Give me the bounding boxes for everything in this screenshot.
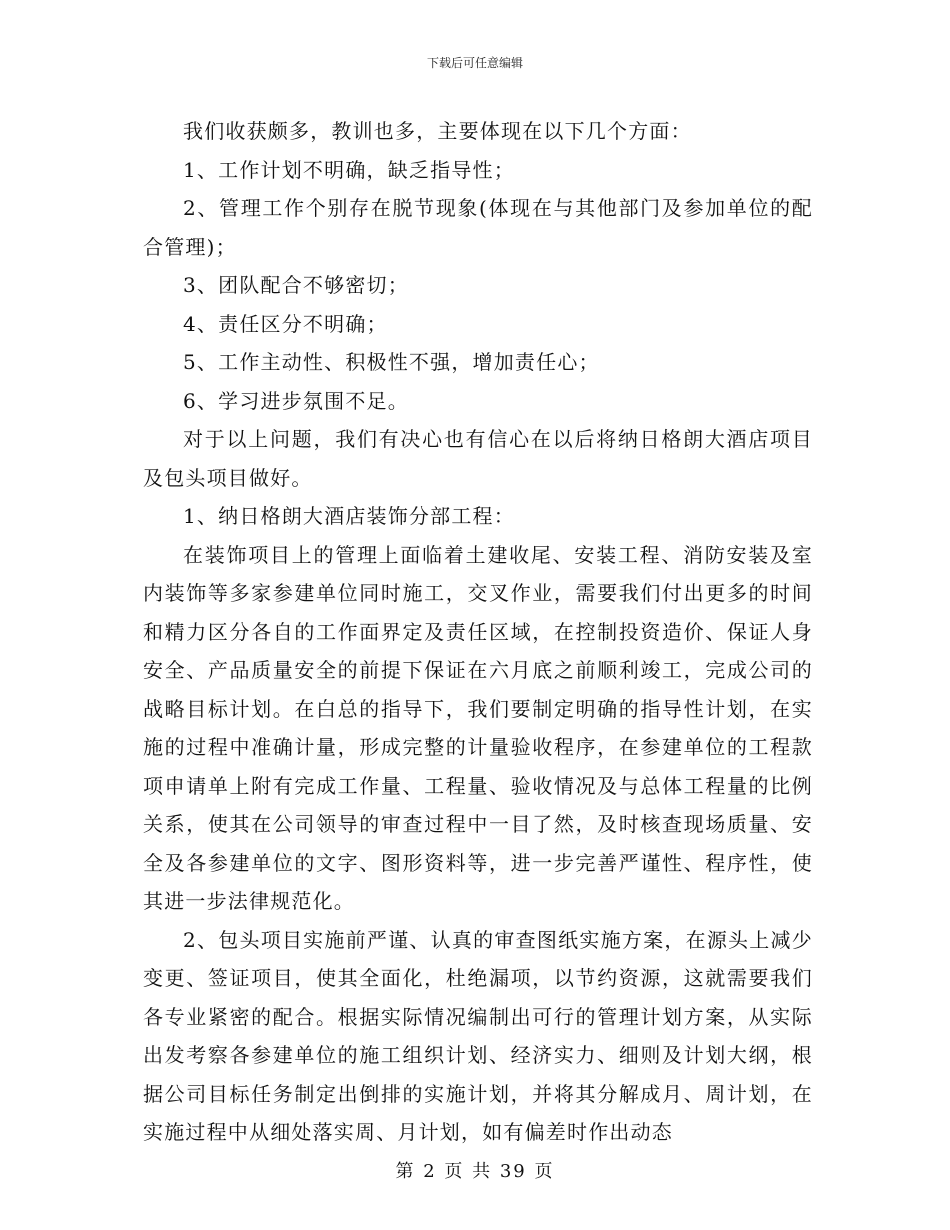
paragraph-item-1: 1、工作计划不明确，缺乏指导性； bbox=[183, 157, 515, 182]
page-footer: 第 2 页 共 39 页 bbox=[395, 1161, 555, 1182]
page-header: 下载后可任意编辑 bbox=[426, 56, 523, 70]
paragraph-section-1: 在装饰项目上的管理上面临着土建收尾、安装工程、消防安装及室内装饰等多家参建单位同时施工，交叉作业，需要我们付出更多的时间和精力区分各自的工作面界定及责任区域，在控制投资造价、保证人身安全、产品质量安全的前提下保证在六月底之前顺利竣工，完成公司的战略目标计划。在白总的指导下，我们要制定明确的指导性计划，在实施的过程中准确计量，形成完整的计量验收程序，在参建单位的工程款项申请单上附有完成工作量、工程量、验收情况及与总体工程量的比例关系，使其在公司领导的审查过程中一目了然，及时核查现场质量、安全及各参建单位的文字、图形资料等，进一步完善严谨性、程序性，使其进一步法律规范化。 bbox=[143, 542, 813, 913]
paragraph-section-2: 2、包头项目实施前严谨、认真的审查图纸实施方案，在源头上减少变更、签证项目，使其全面化，杜绝漏项，以节约资源，这就需要我们各专业紧密的配合。根据实际情况编制出可行的管理计划方案，从实际出发考察各参建单位的施工组织计划、经济实力、细则及计划大纲，根据公司目标任务制定出倒排的实施计划，并将其分解成月、周计划，在实施过程中从细处落实周、月计划，如有偏差时作出动态 bbox=[143, 927, 813, 1144]
paragraph-item-2: 2、管理工作个别存在脱节现象(体现在与其他部门及参加单位的配合管理)； bbox=[143, 196, 813, 259]
paragraph-item-3: 3、团队配合不够密切； bbox=[183, 273, 409, 297]
paragraph-item-4: 4、责任区分不明确； bbox=[183, 311, 388, 336]
paragraph-item-5: 5、工作主动性、积极性不强，增加责任心； bbox=[183, 350, 600, 374]
paragraph-resolution: 对于以上问题，我们有决心也有信心在以后将纳日格朗大酒店项目及包头项目做好。 bbox=[143, 427, 813, 490]
section-heading-1: 1、纳日格朗大酒店装饰分部工程： bbox=[183, 504, 515, 528]
document-body bbox=[143, 112, 813, 1152]
paragraph-intro: 我们收获颇多，教训也多，主要体现在以下几个方面： bbox=[183, 119, 692, 143]
paragraph-item-6: 6、学习进步氛围不足。 bbox=[183, 388, 409, 413]
